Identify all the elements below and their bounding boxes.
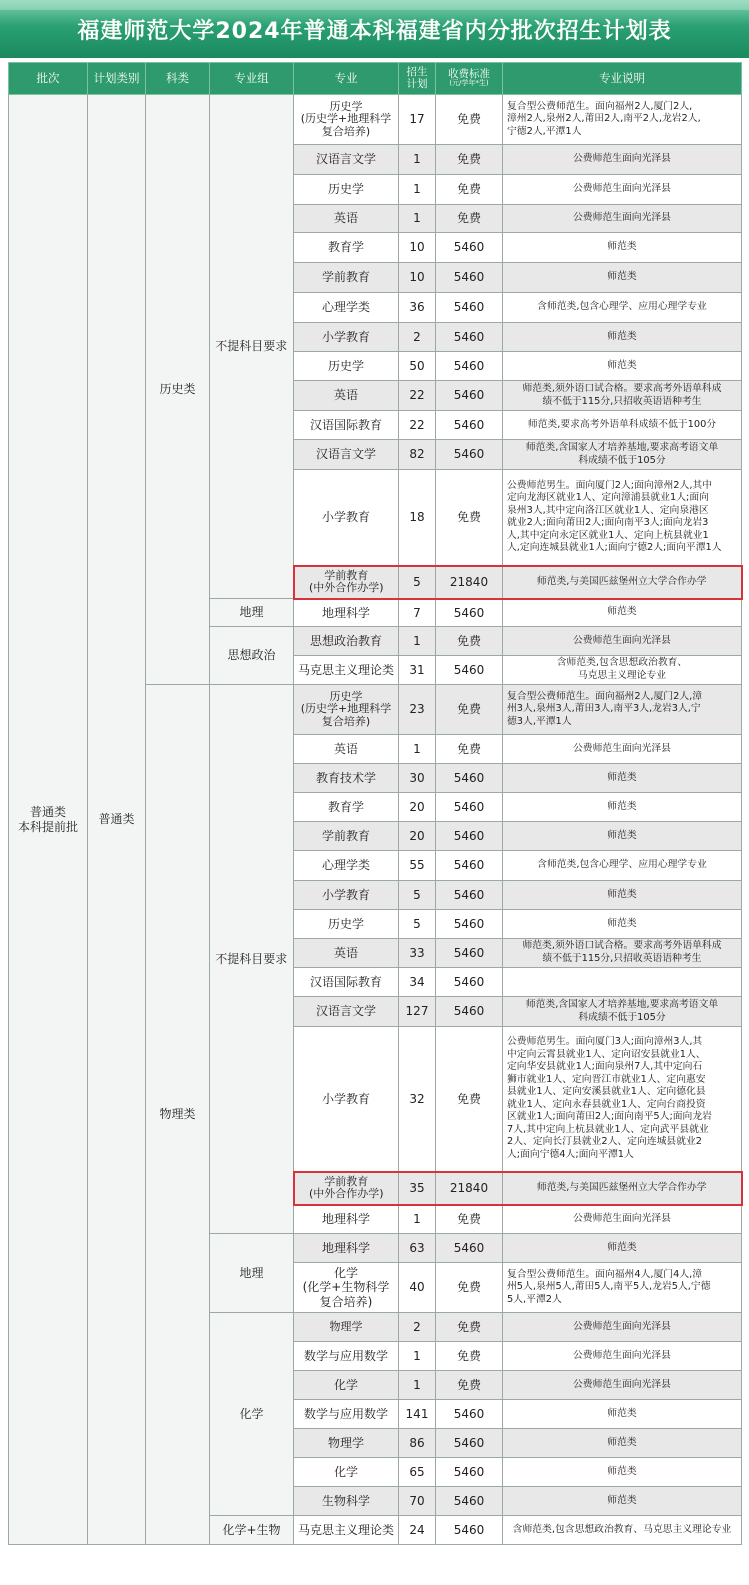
major-cell: 生物科学 xyxy=(294,1487,399,1516)
plan-count-cell: 20 xyxy=(399,793,436,822)
major-cell: 英语 xyxy=(294,735,399,764)
description-cell: 师范类 xyxy=(503,764,742,793)
fee-cell: 5460 xyxy=(436,263,503,293)
header-fee-text: 收费标准 xyxy=(448,68,490,81)
table-row xyxy=(9,95,742,145)
plan-count-cell: 5 xyxy=(399,881,436,910)
description-cell: 师范类 xyxy=(503,352,742,381)
fee-cell: 21840 xyxy=(436,566,503,599)
plan-count-cell: 33 xyxy=(399,939,436,968)
plan-count-cell: 23 xyxy=(399,685,436,735)
description-cell: 公费师范生面向光泽县 xyxy=(503,175,742,205)
description-cell: 公费师范生面向光泽县 xyxy=(503,735,742,764)
description-cell: 公费师范男生。面向厦门3人;面向漳州3人,其 中定向云霄县就业1人、定向诏安县就业1人、 定向华安县就业1人;面向泉州7人,其中定向石 狮市就业1人、定向晋江市就业1人、定向惠安 县就业1人、定向安溪县就业1人、定向德化县 就业1人、定向永春县就业1人、定向台商投资 区就业1人;面向莆田2人;面向南平5人;面向龙岩 7人,其中定向上杭县就业1人、定向武平县就业 2人、定向长汀县就业2人、定向连城县就业2 人;面向宁德4人;面向平潭1人 xyxy=(503,1027,742,1172)
description-cell: 复合型公费师范生。面向福州2人,厦门2人,漳 州3人,泉州3人,莆田3人,南平3人,龙岩3人,宁 德3人,平潭1人 xyxy=(503,685,742,735)
fee-cell: 5460 xyxy=(436,1234,503,1263)
plan-count-cell: 7 xyxy=(399,599,436,627)
fee-cell: 21840 xyxy=(436,1172,503,1205)
major-cell: 英语 xyxy=(294,939,399,968)
fee-cell: 免费 xyxy=(436,1205,503,1234)
group-cell: 地理 xyxy=(210,599,294,627)
fee-cell: 免费 xyxy=(436,1371,503,1400)
major-cell: 小学教育 xyxy=(294,323,399,352)
major-cell: 心理学类 xyxy=(294,293,399,323)
description-cell: 师范类,含国家人才培养基地,要求高考语文单 科成绩不低于105分 xyxy=(503,440,742,470)
plan-count-cell: 1 xyxy=(399,175,436,205)
plan-count-cell: 40 xyxy=(399,1263,436,1313)
description-cell xyxy=(503,968,742,997)
fee-cell: 5460 xyxy=(436,851,503,881)
description-cell: 复合型公费师范生。面向福州2人,厦门2人, 漳州2人,泉州2人,莆田2人,南平2人,龙岩2人, 宁德2人,平潭1人 xyxy=(503,95,742,145)
banner-sheen xyxy=(0,0,749,10)
major-cell: 思想政治教育 xyxy=(294,627,399,656)
major-cell: 汉语国际教育 xyxy=(294,411,399,440)
major-cell: 化学 xyxy=(294,1458,399,1487)
plan-count-cell: 10 xyxy=(399,263,436,293)
plan-count-cell: 2 xyxy=(399,1313,436,1342)
plan-count-cell: 127 xyxy=(399,997,436,1027)
plan-count-cell: 141 xyxy=(399,1400,436,1429)
plan-count-cell: 1 xyxy=(399,1342,436,1371)
fee-cell: 免费 xyxy=(436,175,503,205)
description-cell: 公费师范生面向光泽县 xyxy=(503,1371,742,1400)
major-cell: 数学与应用数学 xyxy=(294,1400,399,1429)
fee-cell: 免费 xyxy=(436,685,503,735)
description-cell: 师范类 xyxy=(503,233,742,263)
header-plan-count xyxy=(399,63,436,95)
major-cell: 马克思主义理论类 xyxy=(294,656,399,685)
fee-cell: 免费 xyxy=(436,470,503,566)
description-cell: 公费师范生面向光泽县 xyxy=(503,205,742,233)
major-cell: 地理科学 xyxy=(294,1205,399,1234)
group-cell: 地理 xyxy=(210,1234,294,1313)
description-cell: 师范类 xyxy=(503,910,742,939)
description-cell: 公费师范生面向光泽县 xyxy=(503,1205,742,1234)
major-cell: 小学教育 xyxy=(294,881,399,910)
fee-cell: 免费 xyxy=(436,735,503,764)
page-title: 福建师范大学2024年普通本科福建省内分批次招生计划表 xyxy=(77,18,672,44)
header-plan-count-text: 招生 计划 xyxy=(406,66,428,90)
group-cell: 化学+生物 xyxy=(210,1516,294,1545)
plan-count-cell: 18 xyxy=(399,470,436,566)
fee-cell: 5460 xyxy=(436,352,503,381)
admission-plan-table xyxy=(8,62,743,1545)
plan-count-cell: 70 xyxy=(399,1487,436,1516)
major-cell: 学前教育 xyxy=(294,263,399,293)
plan-count-cell: 36 xyxy=(399,293,436,323)
fee-cell: 5460 xyxy=(436,822,503,851)
description-cell: 师范类 xyxy=(503,1487,742,1516)
description-cell: 师范类 xyxy=(503,263,742,293)
description-cell: 含师范类,包含思想政治教育、 马克思主义理论专业 xyxy=(503,656,742,685)
major-cell: 英语 xyxy=(294,205,399,233)
plan-count-cell: 20 xyxy=(399,822,436,851)
fee-cell: 5460 xyxy=(436,1458,503,1487)
plan-count-cell: 31 xyxy=(399,656,436,685)
major-cell: 教育技术学 xyxy=(294,764,399,793)
plan-count-cell: 2 xyxy=(399,323,436,352)
table-header xyxy=(9,63,742,95)
plan-count-cell: 55 xyxy=(399,851,436,881)
plan-count-cell: 1 xyxy=(399,1371,436,1400)
description-cell: 师范类,须外语口试合格。要求高考外语单科成 绩不低于115分,只招收英语语种考生 xyxy=(503,939,742,968)
plan-count-cell: 82 xyxy=(399,440,436,470)
fee-cell: 免费 xyxy=(436,145,503,175)
plan-count-cell: 10 xyxy=(399,233,436,263)
major-cell: 小学教育 xyxy=(294,1027,399,1172)
fee-cell: 5460 xyxy=(436,1400,503,1429)
major-cell: 学前教育 (中外合作办学) xyxy=(294,1172,399,1205)
major-cell: 历史学 (历史学+地理科学 复合培养) xyxy=(294,95,399,145)
description-cell: 师范类 xyxy=(503,1400,742,1429)
plan-count-cell: 17 xyxy=(399,95,436,145)
description-cell: 师范类,与美国匹兹堡州立大学合作办学 xyxy=(503,566,742,599)
major-cell: 历史学 xyxy=(294,910,399,939)
major-cell: 历史学 (历史学+地理科学 复合培养) xyxy=(294,685,399,735)
plan-count-cell: 22 xyxy=(399,381,436,411)
fee-cell: 5460 xyxy=(436,599,503,627)
description-cell: 含师范类,包含思想政治教育、马克思主义理论专业 xyxy=(503,1516,742,1545)
plan-count-cell: 65 xyxy=(399,1458,436,1487)
fee-cell: 5460 xyxy=(436,1516,503,1545)
major-cell: 心理学类 xyxy=(294,851,399,881)
batch-cell: 普通类 本科提前批 xyxy=(9,95,88,1545)
category-history: 历史类 xyxy=(146,95,210,685)
category-physics: 物理类 xyxy=(146,685,210,1545)
major-cell: 物理学 xyxy=(294,1429,399,1458)
description-cell: 公费师范生面向光泽县 xyxy=(503,145,742,175)
plan-count-cell: 1 xyxy=(399,1205,436,1234)
major-cell: 教育学 xyxy=(294,793,399,822)
description-cell: 含师范类,包含心理学、应用心理学专业 xyxy=(503,851,742,881)
group-cell: 化学 xyxy=(210,1313,294,1516)
major-cell: 化学 xyxy=(294,1371,399,1400)
fee-cell: 免费 xyxy=(436,1027,503,1172)
plan-count-cell: 5 xyxy=(399,910,436,939)
fee-cell: 免费 xyxy=(436,1342,503,1371)
major-cell: 马克思主义理论类 xyxy=(294,1516,399,1545)
major-cell: 化学 (化学+生物科学 复合培养) xyxy=(294,1263,399,1313)
description-cell: 师范类 xyxy=(503,881,742,910)
fee-cell: 免费 xyxy=(436,1313,503,1342)
plan-count-cell: 35 xyxy=(399,1172,436,1205)
description-cell: 公费师范生面向光泽县 xyxy=(503,1342,742,1371)
plan-count-cell: 1 xyxy=(399,735,436,764)
plan-count-cell: 22 xyxy=(399,411,436,440)
plan-type-cell: 普通类 xyxy=(88,95,146,1545)
major-cell: 汉语国际教育 xyxy=(294,968,399,997)
plan-count-cell: 1 xyxy=(399,145,436,175)
major-cell: 小学教育 xyxy=(294,470,399,566)
group-cell: 不提科目要求 xyxy=(210,95,294,599)
major-cell: 英语 xyxy=(294,381,399,411)
major-cell: 汉语言文学 xyxy=(294,145,399,175)
fee-cell: 5460 xyxy=(436,411,503,440)
fee-cell: 5460 xyxy=(436,793,503,822)
header-category: 科类 xyxy=(146,63,210,95)
header-batch: 批次 xyxy=(9,63,88,95)
major-cell: 学前教育 xyxy=(294,822,399,851)
description-cell: 师范类 xyxy=(503,793,742,822)
major-cell: 历史学 xyxy=(294,175,399,205)
plan-count-cell: 1 xyxy=(399,627,436,656)
title-banner xyxy=(0,0,749,58)
fee-cell: 5460 xyxy=(436,440,503,470)
header-fee xyxy=(436,63,503,95)
fee-cell: 5460 xyxy=(436,764,503,793)
description-cell: 师范类,要求高考外语单科成绩不低于100分 xyxy=(503,411,742,440)
fee-cell: 免费 xyxy=(436,205,503,233)
fee-cell: 5460 xyxy=(436,939,503,968)
plan-count-cell: 24 xyxy=(399,1516,436,1545)
major-cell: 物理学 xyxy=(294,1313,399,1342)
major-cell: 地理科学 xyxy=(294,599,399,627)
group-cell: 思想政治 xyxy=(210,627,294,685)
fee-cell: 5460 xyxy=(436,881,503,910)
description-cell: 师范类 xyxy=(503,1429,742,1458)
plan-count-cell: 63 xyxy=(399,1234,436,1263)
description-cell: 师范类,与美国匹兹堡州立大学合作办学 xyxy=(503,1172,742,1205)
major-cell: 教育学 xyxy=(294,233,399,263)
description-cell: 师范类 xyxy=(503,822,742,851)
plan-count-cell: 32 xyxy=(399,1027,436,1172)
header-fee-unit: (元/学年*生) xyxy=(449,79,489,88)
table-body xyxy=(9,95,742,1545)
fee-cell: 5460 xyxy=(436,656,503,685)
fee-cell: 5460 xyxy=(436,323,503,352)
plan-count-cell: 50 xyxy=(399,352,436,381)
header-plan-type: 计划类别 xyxy=(88,63,146,95)
header-major: 专业 xyxy=(294,63,399,95)
description-cell: 师范类 xyxy=(503,1458,742,1487)
fee-cell: 5460 xyxy=(436,293,503,323)
major-cell: 学前教育 (中外合作办学) xyxy=(294,566,399,599)
description-cell: 公费师范男生。面向厦门2人;面向漳州2人,其中 定向龙海区就业1人、定向漳浦县就业1人;面向 泉州3人,其中定向洛江区就业1人、定向泉港区 就业2人;面向莆田2人;面向南平3人;面向龙岩3 人,其中定向永定区就业1人、定向上杭县就业1 人,定向连城县就业1人;面向宁德2人;面向平潭1人 xyxy=(503,470,742,566)
major-cell: 历史学 xyxy=(294,352,399,381)
header-description: 专业说明 xyxy=(503,63,742,95)
description-cell: 含师范类,包含心理学、应用心理学专业 xyxy=(503,293,742,323)
description-cell: 公费师范生面向光泽县 xyxy=(503,627,742,656)
fee-cell: 免费 xyxy=(436,1263,503,1313)
description-cell: 师范类,含国家人才培养基地,要求高考语文单 科成绩不低于105分 xyxy=(503,997,742,1027)
plan-count-cell: 34 xyxy=(399,968,436,997)
major-cell: 汉语言文学 xyxy=(294,440,399,470)
description-cell: 师范类 xyxy=(503,1234,742,1263)
major-cell: 地理科学 xyxy=(294,1234,399,1263)
plan-count-cell: 1 xyxy=(399,205,436,233)
description-cell: 师范类 xyxy=(503,323,742,352)
fee-cell: 5460 xyxy=(436,381,503,411)
fee-cell: 免费 xyxy=(436,627,503,656)
description-cell: 师范类,须外语口试合格。要求高考外语单科成 绩不低于115分,只招收英语语种考生 xyxy=(503,381,742,411)
plan-count-cell: 86 xyxy=(399,1429,436,1458)
fee-cell: 免费 xyxy=(436,95,503,145)
major-cell: 数学与应用数学 xyxy=(294,1342,399,1371)
fee-cell: 5460 xyxy=(436,1429,503,1458)
fee-cell: 5460 xyxy=(436,997,503,1027)
description-cell: 公费师范生面向光泽县 xyxy=(503,1313,742,1342)
fee-cell: 5460 xyxy=(436,233,503,263)
plan-count-cell: 5 xyxy=(399,566,436,599)
fee-cell: 5460 xyxy=(436,968,503,997)
major-cell: 汉语言文学 xyxy=(294,997,399,1027)
description-cell: 师范类 xyxy=(503,599,742,627)
group-cell: 不提科目要求 xyxy=(210,685,294,1234)
header-group: 专业组 xyxy=(210,63,294,95)
plan-count-cell: 30 xyxy=(399,764,436,793)
description-cell: 复合型公费师范生。面向福州4人,厦门4人,漳 州5人,泉州5人,莆田5人,南平5人,龙岩5人,宁德 5人,平潭2人 xyxy=(503,1263,742,1313)
fee-cell: 5460 xyxy=(436,1487,503,1516)
fee-cell: 5460 xyxy=(436,910,503,939)
